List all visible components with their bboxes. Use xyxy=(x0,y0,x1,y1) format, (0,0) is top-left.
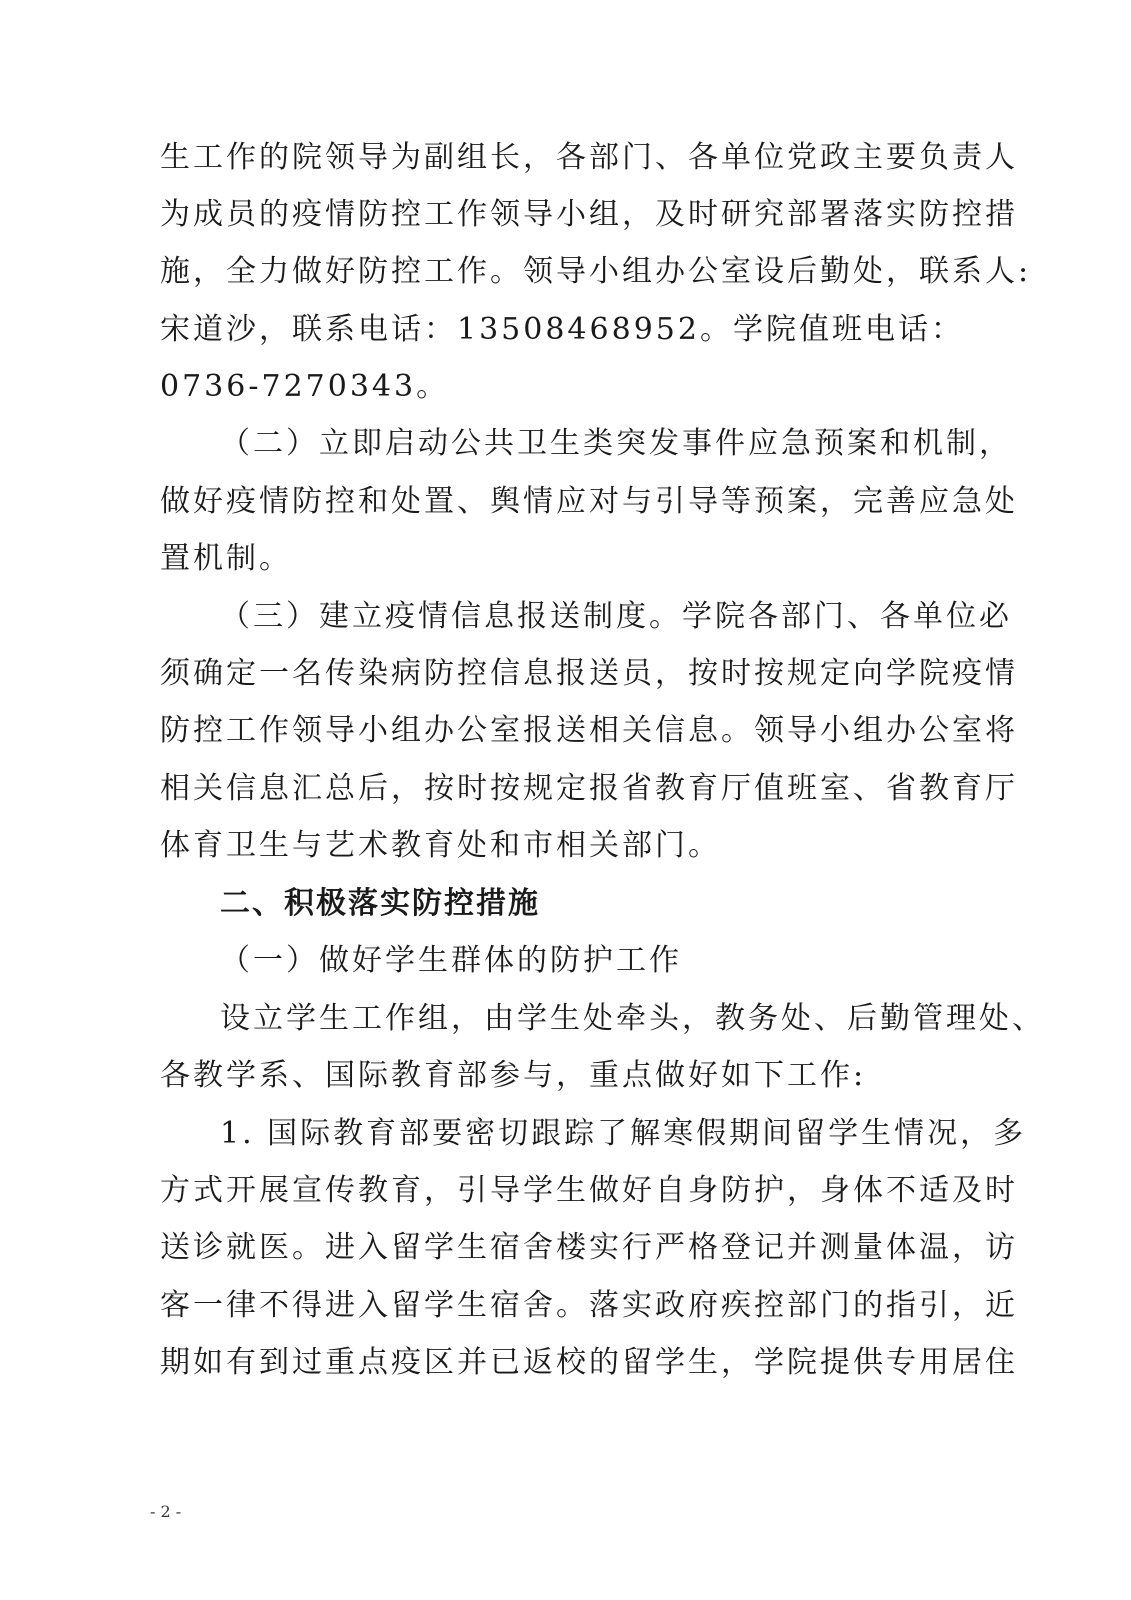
text-line: 置机制。 xyxy=(160,541,292,576)
text-line: 各教学系、国际教育部参与，重点做好如下工作: xyxy=(160,1058,867,1093)
text-line: 方式开展宣传教育，引导学生做好自身防护，身体不适及时 xyxy=(160,1173,1018,1208)
text-line: 防控工作领导小组办公室报送相关信息。领导小组办公室将 xyxy=(160,713,1018,748)
text-line: 施，全力做好防控工作。领导小组办公室设后勤处，联系人: xyxy=(160,254,1032,289)
text-line: 客一律不得进入留学生宿舍。落实政府疾控部门的指引，近 xyxy=(160,1288,1018,1323)
paragraph-start: （二）立即启动公共卫生类突发事件应急预案和机制， xyxy=(220,426,1012,461)
text-line: 0736-7270343。 xyxy=(160,369,450,404)
text-line: 为成员的疫情防控工作领导小组，及时研究部署落实防控措 xyxy=(160,197,1018,232)
text-line: 生工作的院领导为副组长，各部门、各单位党政主要负责人 xyxy=(160,140,1018,175)
section-heading: 二、积极落实防控措施 xyxy=(220,886,540,921)
text-line: 期如有到过重点疫区并已返校的留学生，学院提供专用居住 xyxy=(160,1345,1018,1380)
text-line: 做好疫情防控和处置、舆情应对与引导等预案，完善应急处 xyxy=(160,484,1018,519)
page-number: - 2 - xyxy=(150,1502,182,1521)
text-line: 相关信息汇总后，按时按规定报省教育厅值班室、省教育厅 xyxy=(160,771,1018,806)
text-line: 体育卫生与艺术教育处和市相关部门。 xyxy=(160,828,721,863)
paragraph-start: （三）建立疫情信息报送制度。学院各部门、各单位必 xyxy=(220,599,1012,634)
text-line: 宋道沙，联系电话：13508468952。学院值班电话： xyxy=(160,312,964,347)
text-line: 送诊就医。进入留学生宿舍楼实行严格登记并测量体温，访 xyxy=(160,1230,1018,1265)
paragraph-start: 设立学生工作组，由学生处牵头，教务处、后勤管理处、 xyxy=(220,1001,1045,1036)
subsection-heading: （一）做好学生群体的防护工作 xyxy=(220,943,682,978)
text-line: 须确定一名传染病防控信息报送员，按时按规定向学院疫情 xyxy=(160,656,1018,691)
paragraph-start: 1. 国际教育部要密切跟踪了解寒假期间留学生情况，多 xyxy=(220,1116,1027,1151)
